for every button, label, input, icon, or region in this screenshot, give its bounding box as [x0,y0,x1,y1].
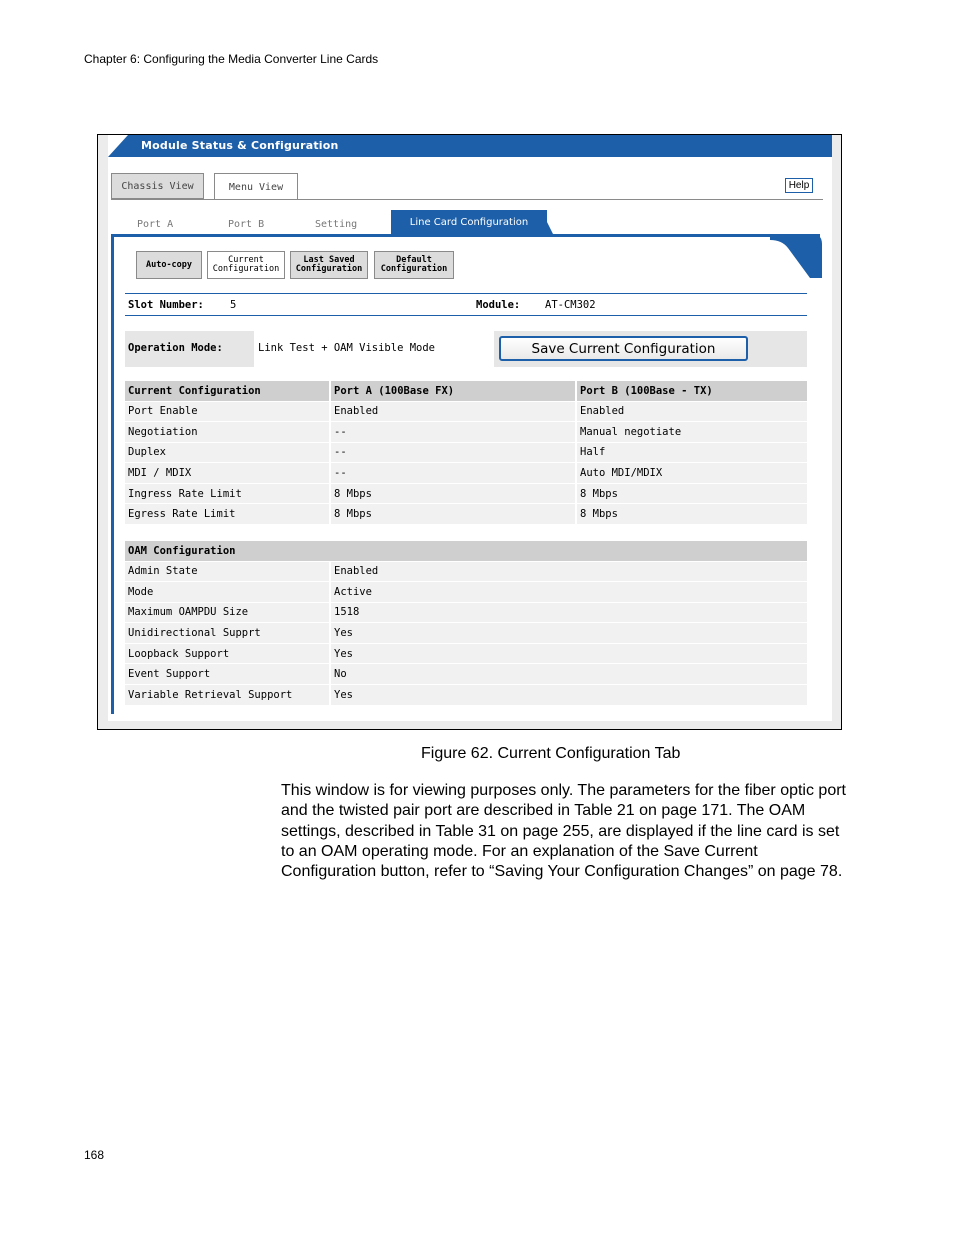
port-b-value: Manual negotiate [576,422,807,443]
slot-number-label: Slot Number: [128,299,204,311]
table-row [125,401,807,422]
table-row [125,463,807,484]
port-a-value: -- [330,442,576,463]
column-header: Port A (100Base FX) [330,381,576,401]
port-b-value: 8 Mbps [576,483,807,504]
body-paragraph: This window is for viewing purposes only. The parameters for the fiber optic port and the twisted pair port are described in Table 21 on page 171. The OAM settings, described in Table 31 on page 255, are displayed if the line card is set to an OAM operating mode. For an explanation of the Save Current Configuration button, refer to “Saving Your Configuration Changes” on page 78. [281,782,846,881]
table-row [125,422,807,443]
default-configuration-button[interactable]: Default Configuration [374,251,454,279]
port-a-value: -- [330,463,576,484]
param-name: Variable Retrieval Support [125,685,330,706]
save-current-configuration-button[interactable]: Save Current Configuration [499,336,748,361]
divider [125,315,807,316]
param-value: No [330,664,807,685]
port-a-value: Enabled [330,401,576,422]
window-title-bar [108,135,832,157]
param-name: Mode [125,582,330,603]
table-header-row [125,381,807,401]
table-header-row [125,541,807,561]
param-name: Event Support [125,664,330,685]
param-name: Duplex [125,442,330,463]
param-name: Negotiation [125,422,330,443]
operation-mode-label: Operation Mode: [128,342,223,354]
param-name: Ingress Rate Limit [125,483,330,504]
help-button[interactable]: Help [785,178,813,193]
column-header: Current Configuration [125,381,330,401]
param-name: Admin State [125,561,330,582]
port-b-value: Half [576,442,807,463]
window-title: Module Status & Configuration [141,139,339,152]
column-header: OAM Configuration [125,541,807,561]
tab-port-b[interactable]: Port B [228,219,265,230]
menu-view-tab[interactable]: Menu View [214,173,298,200]
port-b-value: Auto MDI/MDIX [576,463,807,484]
table-row [125,664,807,685]
tab-port-a[interactable]: Port A [137,219,174,230]
operation-mode-value: Link Test + OAM Visible Mode [258,342,436,354]
port-b-value: Enabled [576,401,807,422]
param-name: Unidirectional Supprt [125,623,330,644]
param-value: 1518 [330,602,807,623]
param-name: MDI / MDIX [125,463,330,484]
param-name: Loopback Support [125,643,330,664]
table-row [125,685,807,706]
table-row [125,504,807,525]
module-value: AT-CM302 [545,299,596,311]
figure-caption: Figure 62. Current Configuration Tab [421,745,681,762]
port-a-value: 8 Mbps [330,483,576,504]
table-row [125,602,807,623]
param-value: Enabled [330,561,807,582]
table-row [125,483,807,504]
table-row [125,442,807,463]
module-window [108,135,832,721]
page-header: Chapter 6: Configuring the Media Converter Line Cards [84,52,379,66]
slot-number-value: 5 [230,299,237,311]
param-value: Yes [330,643,807,664]
port-b-value: 8 Mbps [576,504,807,525]
tab-setting[interactable]: Setting [315,219,358,230]
table-row [125,623,807,644]
module-label: Module: [476,299,521,311]
port-a-value: 8 Mbps [330,504,576,525]
column-header: Port B (100Base - TX) [576,381,807,401]
port-a-value: -- [330,422,576,443]
divider [125,293,807,294]
table-row [125,643,807,664]
table-row [125,561,807,582]
oam-configuration-table [125,541,807,706]
last-saved-configuration-button[interactable]: Last Saved Configuration [290,251,368,279]
param-value: Yes [330,623,807,644]
screenshot-frame [97,134,842,730]
chassis-view-tab[interactable]: Chassis View [111,173,204,199]
corner-decoration [770,234,822,278]
param-name: Egress Rate Limit [125,504,330,525]
table-row [125,582,807,603]
tab-line-card-configuration[interactable]: Line Card Configuration [391,210,547,234]
current-configuration-table [125,381,807,525]
page-number: 168 [84,1148,105,1162]
param-value: Active [330,582,807,603]
param-name: Maximum OAMPDU Size [125,602,330,623]
param-value: Yes [330,685,807,706]
divider [111,199,823,200]
current-configuration-button[interactable]: Current Configuration [207,251,285,279]
auto-copy-button[interactable]: Auto-copy [136,251,202,279]
param-name: Port Enable [125,401,330,422]
